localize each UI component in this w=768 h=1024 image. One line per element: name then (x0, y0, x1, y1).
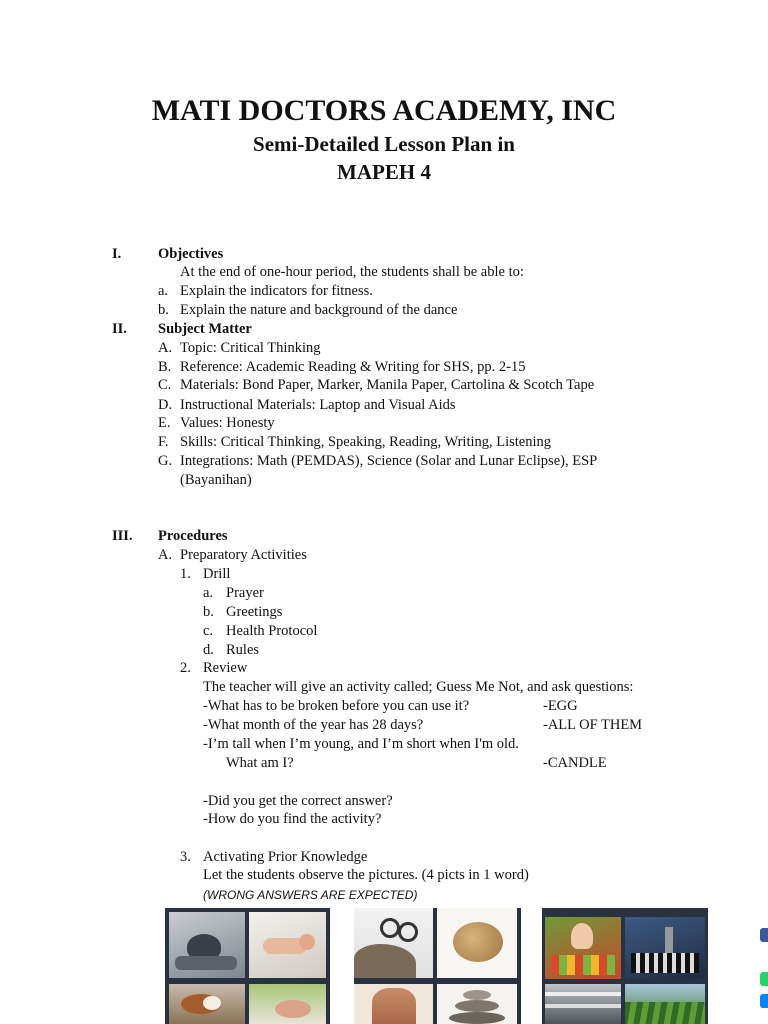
objective-item: Explain the nature and background of the dance (180, 302, 458, 318)
section-number: I. (112, 246, 122, 262)
riddle-question-continued: What am I? (226, 755, 294, 771)
facebook-share-icon[interactable] (760, 928, 768, 942)
riddle-answer: -EGG (543, 698, 578, 714)
riddle-question: -What has to be broken before you can use it? (203, 698, 470, 714)
list-marker: C. (158, 377, 172, 393)
riddle-answer: -CANDLE (543, 755, 607, 771)
follow-up-question: -Did you get the correct answer? (203, 793, 393, 809)
subject-item: Instructional Materials: Laptop and Visual Aids (180, 397, 456, 413)
list-marker: 3. (180, 849, 191, 865)
sleeping-man-image (169, 912, 245, 978)
section-number: III. (112, 528, 133, 544)
list-marker: b. (158, 302, 169, 318)
section-title-procedures: Procedures (158, 528, 228, 544)
farm-field-image (625, 984, 705, 1024)
warehouse-image (545, 984, 621, 1024)
list-marker: A. (158, 547, 173, 563)
sleeping-baby-image (249, 912, 326, 978)
mountain-biker-image (354, 908, 433, 978)
picture-group-1 (165, 908, 330, 1024)
whatsapp-share-icon[interactable] (760, 972, 768, 986)
riddle-question: -What month of the year has 28 days? (203, 717, 424, 733)
subject-item: Values: Honesty (180, 415, 275, 431)
list-marker: a. (158, 283, 169, 299)
list-marker: D. (158, 397, 173, 413)
list-marker: 2. (180, 660, 191, 676)
drill-heading: Drill (203, 566, 231, 582)
picture-group-2 (354, 908, 521, 1024)
apk-note: (WRONG ANSWERS ARE EXPECTED) (203, 888, 418, 902)
riddle-answer: -ALL OF THEM (543, 717, 643, 733)
sleeping-person-image (249, 984, 326, 1024)
walnut-image (437, 908, 517, 978)
list-marker: B. (158, 359, 172, 375)
subject-title: MAPEH 4 (337, 160, 431, 184)
objectives-intro: At the end of one-hour period, the students shall be able to: (180, 264, 524, 280)
subject-item: Skills: Critical Thinking, Speaking, Reading, Writing, Listening (180, 434, 552, 450)
apk-heading: Activating Prior Knowledge (203, 849, 368, 865)
list-marker: E. (158, 415, 171, 431)
section-title-objectives: Objectives (158, 246, 224, 262)
list-marker: 1. (180, 566, 191, 582)
sleeping-dog-image (169, 984, 245, 1024)
subject-item: Integrations: Math (PEMDAS), Science (Solar and Lunar Eclipse), ESP (180, 453, 598, 469)
list-marker: F. (158, 434, 169, 450)
drill-item: Prayer (226, 585, 264, 601)
subject-item-continued: (Bayanihan) (180, 472, 252, 488)
drill-item: Health Protocol (226, 623, 318, 639)
list-marker: a. (203, 585, 214, 601)
preparatory-activities: Preparatory Activities (180, 547, 307, 563)
drill-item: Rules (226, 642, 260, 658)
review-intro: The teacher will give an activity called; Guess Me Not, and ask questions: (203, 679, 634, 695)
lesson-plan-title: Semi-Detailed Lesson Plan in (253, 132, 515, 156)
list-marker: A. (158, 340, 173, 356)
subject-item: Reference: Academic Reading & Writing for SHS, pp. 2-15 (180, 359, 526, 375)
follow-up-question: -How do you find the activity? (203, 811, 382, 827)
school-name: MATI DOCTORS ACADEMY, INC (151, 94, 617, 127)
stacked-stones-image (437, 984, 517, 1024)
review-heading: Review (203, 660, 248, 676)
apk-instruction: Let the students observe the pictures. (4 picts in 1 word) (203, 867, 529, 883)
section-number: II. (112, 321, 127, 337)
muscular-torso-image (354, 984, 433, 1024)
drill-item: Greetings (226, 604, 283, 620)
picture-group-3 (542, 908, 708, 1024)
section-title-subject-matter: Subject Matter (158, 321, 252, 337)
list-marker: b. (203, 604, 214, 620)
vegetable-market-image (545, 917, 621, 979)
list-marker: c. (203, 623, 214, 639)
objective-item: Explain the indicators for fitness. (180, 283, 373, 299)
list-marker: G. (158, 453, 173, 469)
subject-item: Topic: Critical Thinking (180, 340, 321, 356)
list-marker: d. (203, 642, 214, 658)
messenger-share-icon[interactable] (760, 994, 768, 1008)
riddle-question: -I’m tall when I’m young, and I’m short when I'm old. (203, 736, 519, 752)
subject-item: Materials: Bond Paper, Marker, Manila Paper, Cartolina & Scotch Tape (180, 377, 595, 393)
microphone-desk-image (625, 917, 705, 979)
